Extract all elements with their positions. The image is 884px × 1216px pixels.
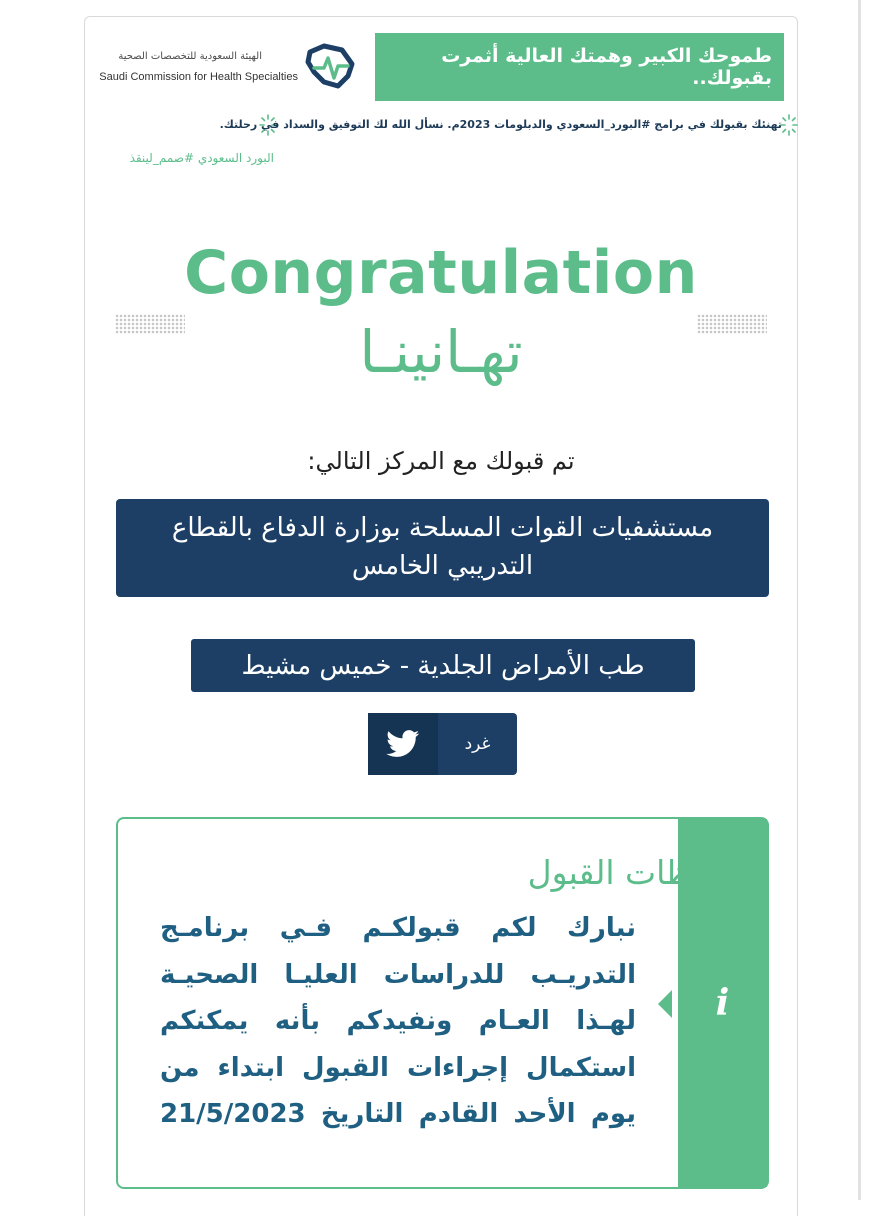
notes-pointer — [658, 990, 672, 1018]
specialty-box — [191, 639, 695, 692]
congratulation-heading: Congratulation — [184, 238, 698, 308]
twitter-bird-icon — [386, 730, 420, 758]
notes-line: لهـذا العـام ونفيدكم بأنه يمكنكم — [160, 1006, 636, 1036]
hashtags: البورد السعودي #صمم_لينقذ — [129, 151, 274, 165]
accepted-center-label: تم قبولك مع المركز التالي: — [307, 447, 575, 475]
header-banner — [375, 33, 784, 101]
banner-text: طموحك الكبير وهمتك العالية أثمرت بقبولك.. — [441, 45, 772, 89]
notes-title: ملاحظات القبول — [527, 853, 751, 892]
info-icon: i — [715, 982, 730, 1024]
tweet-button[interactable] — [368, 713, 517, 775]
tweet-label: غرد — [464, 734, 491, 754]
sparkle-icon — [779, 114, 799, 136]
congratulation-arabic-heading: تهـانينـا — [359, 318, 523, 386]
notes-line: يوم الأحد القادم التاريخ 21/5/2023 — [160, 1099, 636, 1129]
heartbeat-map-icon — [302, 42, 358, 92]
logo-arabic-text: الهيئة السعودية للتخصصات الصحية — [118, 51, 262, 62]
logo-english-text: Saudi Commission for Health Specialties — [99, 71, 298, 83]
twitter-icon-wrap — [368, 713, 438, 775]
page-scrollbar[interactable] — [858, 0, 861, 1200]
training-center-name: مستشفيات القوات المسلحة بوزارة الدفاع بالقطاع التدريبي الخامس — [171, 513, 714, 581]
notes-line: استكمال إجراءات القبول ابتداء من — [160, 1052, 636, 1083]
specialty-name: طب الأمراض الجلدية - خميس مشيط — [241, 650, 645, 681]
scfhs-logo — [99, 40, 366, 96]
tagline: تهنئك بقبولك في برامج #البورد_السعودي والدبلومات 2023م. نسأل الله لك التوفيق والسداد في رحلتك. — [219, 118, 782, 131]
training-center-box — [116, 499, 769, 597]
notes-line: نبارك لكم قبولكـم فـي برنامـج — [160, 913, 636, 943]
notes-body — [160, 905, 636, 1138]
notes-line: التدريـب للدراسات العليـا الصحيـة — [160, 959, 636, 990]
